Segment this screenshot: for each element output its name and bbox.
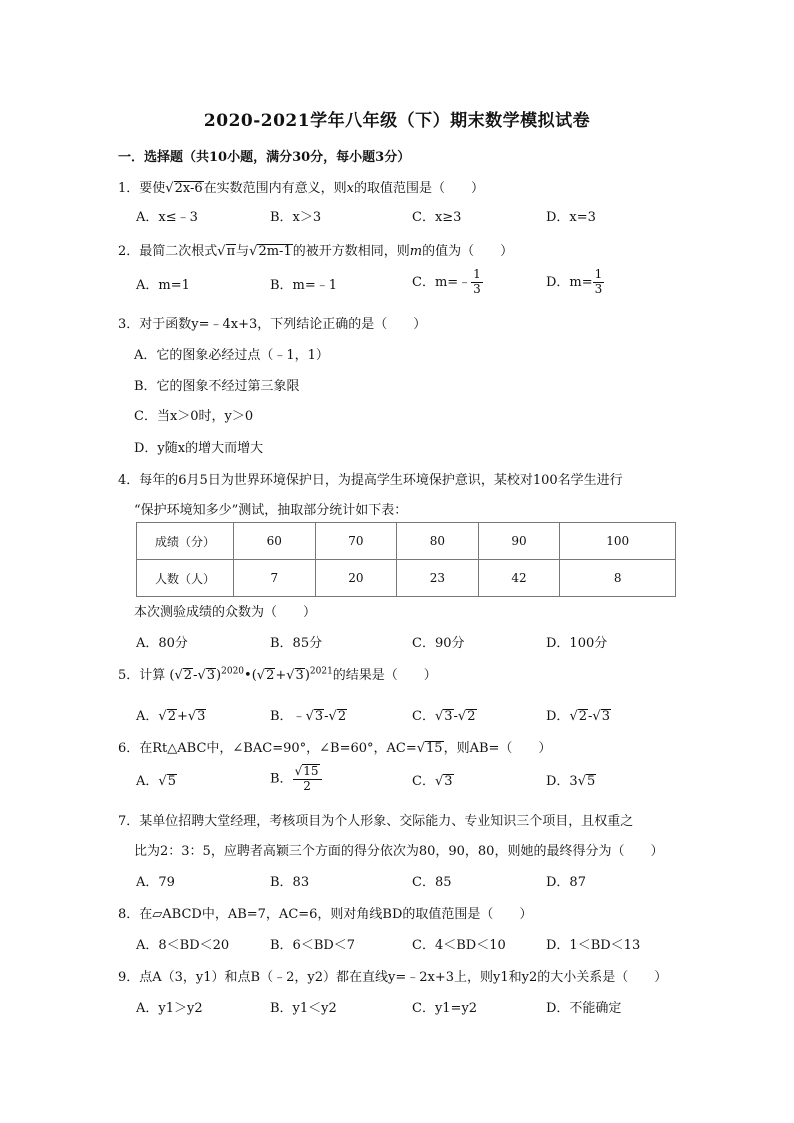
option-a[interactable]: A．y1＞y2 (136, 1001, 203, 1016)
question-1-stem: 1．要使√2x-6在实数范围内有意义，则x的取值范围是（ ） (118, 181, 485, 196)
question-8-options (136, 934, 676, 956)
question-1-options (136, 206, 676, 228)
option-d[interactable]: D．√2-√3 (546, 709, 610, 724)
table-row (137, 560, 676, 597)
table-cell: 人数（人） (137, 560, 234, 597)
option-a[interactable]: A．m=1 (136, 278, 190, 293)
option-b[interactable]: B．m=﹣1 (270, 278, 338, 293)
option-d[interactable]: D．m= $\frac{1}{3}$ (546, 267, 603, 296)
option-c[interactable]: C．x≥3 (412, 210, 462, 225)
question-7-options (136, 871, 676, 893)
table-cell: 8 (560, 560, 676, 597)
question-2-stem: 2．最简二次根式√π与√2m-1的被开方数相同，则m的值为（ ） (118, 244, 514, 259)
question-9-stem: 9．点A（3，y1）和点B（﹣2，y2）都在直线y=﹣2x+3上，则y1和y2的大小关系是（ ） (118, 970, 668, 985)
question-4-stem-cont: “保护环境知多少”测试，抽取部分统计如下表： (134, 503, 408, 518)
option-b[interactable]: B．它的图象不经过第三象限 (134, 379, 300, 394)
option-b[interactable]: B．83 (270, 875, 310, 890)
option-b[interactable]: B．y1＜y2 (270, 1001, 337, 1016)
option-d[interactable]: D．100分 (546, 636, 608, 651)
question-2-options (136, 268, 676, 302)
question-6-options (136, 764, 676, 800)
page-title: 2020-2021学年八年级（下）期末数学模拟试卷 (203, 111, 591, 131)
table-cell: 23 (397, 560, 479, 597)
question-6-stem: 6．在Rt△ABC中，∠BAC=90°，∠B=60°，AC=√15，则AB=（ ） (118, 741, 552, 756)
question-5-options (136, 705, 676, 727)
question-3-stem: 3．对于函数y=﹣4x+3，下列结论正确的是（ ） (118, 317, 427, 332)
option-b[interactable]: B．x＞3 (270, 210, 322, 225)
option-b[interactable]: B．85分 (270, 636, 323, 651)
option-a[interactable]: A．√5 (136, 774, 176, 789)
question-4-stem: 4．每年的6月5日为世界环境保护日，为提高学生环境保护意识，某校对100名学生进行 (118, 473, 623, 488)
option-d[interactable]: D．3√5 (546, 774, 596, 789)
question-7-stem-cont: 比为2：3：5，应聘者高颖三个方面的得分依次为80，90，80，则她的最终得分为（ ） (134, 844, 664, 859)
option-b[interactable]: B． $\frac{√15}{2}$ (270, 764, 322, 794)
table-cell: 60 (234, 523, 316, 560)
option-a[interactable]: A．8＜BD＜20 (136, 938, 230, 953)
table-row (137, 523, 676, 560)
question-4-options (136, 632, 676, 654)
option-d[interactable]: D．1＜BD＜13 (546, 938, 641, 953)
table-cell: 80 (397, 523, 479, 560)
section-heading: 一．选择题（共10小题，满分30分，每小题3分） (118, 150, 411, 165)
option-c[interactable]: C．√3 (412, 774, 453, 789)
option-a[interactable]: A．它的图象必经过点（﹣1，1） (134, 348, 329, 363)
question-9-options (136, 997, 676, 1019)
option-c[interactable]: C．85 (412, 875, 452, 890)
option-a[interactable]: A．√2+√3 (136, 709, 206, 724)
option-a[interactable]: A．x≤﹣3 (136, 210, 198, 225)
score-table (136, 522, 676, 597)
table-cell: 成绩（分） (137, 523, 234, 560)
option-c[interactable]: C．m=﹣ $\frac{1}{3}$ (412, 267, 481, 296)
option-a[interactable]: A．79 (136, 875, 175, 890)
table-cell: 42 (478, 560, 560, 597)
question-4-prompt: 本次测验成绩的众数为（ ） (134, 605, 317, 620)
option-c[interactable]: C．√3-√2 (412, 709, 476, 724)
option-d[interactable]: D．x=3 (546, 210, 596, 225)
option-b[interactable]: B．﹣√3-√2 (270, 709, 347, 724)
option-c[interactable]: C．90分 (412, 636, 465, 651)
option-d[interactable]: D．y随x的增大而增大 (134, 441, 264, 456)
option-d[interactable]: D．87 (546, 875, 586, 890)
option-d[interactable]: D．不能确定 (546, 1001, 622, 1016)
sqrt-icon: √ (249, 244, 258, 259)
question-5-stem: 5．计算 $(√2-√3)^{2020}•(√2+√3)^{2021}$的结果是（ ） (118, 666, 437, 683)
sqrt-icon: √ (217, 244, 226, 259)
question-8-stem: 8．在▱ABCD中，AB=7，AC=6，则对角线BD的取值范围是（ ） (118, 907, 533, 922)
table-cell: 7 (234, 560, 316, 597)
option-b[interactable]: B．6＜BD＜7 (270, 938, 356, 953)
option-c[interactable]: C．y1=y2 (412, 1001, 478, 1016)
option-c[interactable]: C．当x＞0时，y＞0 (134, 409, 254, 424)
table-cell: 90 (478, 523, 560, 560)
question-7-stem: 7．某单位招聘大堂经理，考核项目为个人形象、交际能力、专业知识三个项目，且权重之 (118, 814, 634, 829)
table-cell: 100 (560, 523, 676, 560)
sqrt-icon: √ (165, 181, 174, 196)
table-cell: 20 (315, 560, 397, 597)
option-c[interactable]: C．4＜BD＜10 (412, 938, 506, 953)
option-a[interactable]: A．80分 (136, 636, 188, 651)
table-cell: 70 (315, 523, 397, 560)
